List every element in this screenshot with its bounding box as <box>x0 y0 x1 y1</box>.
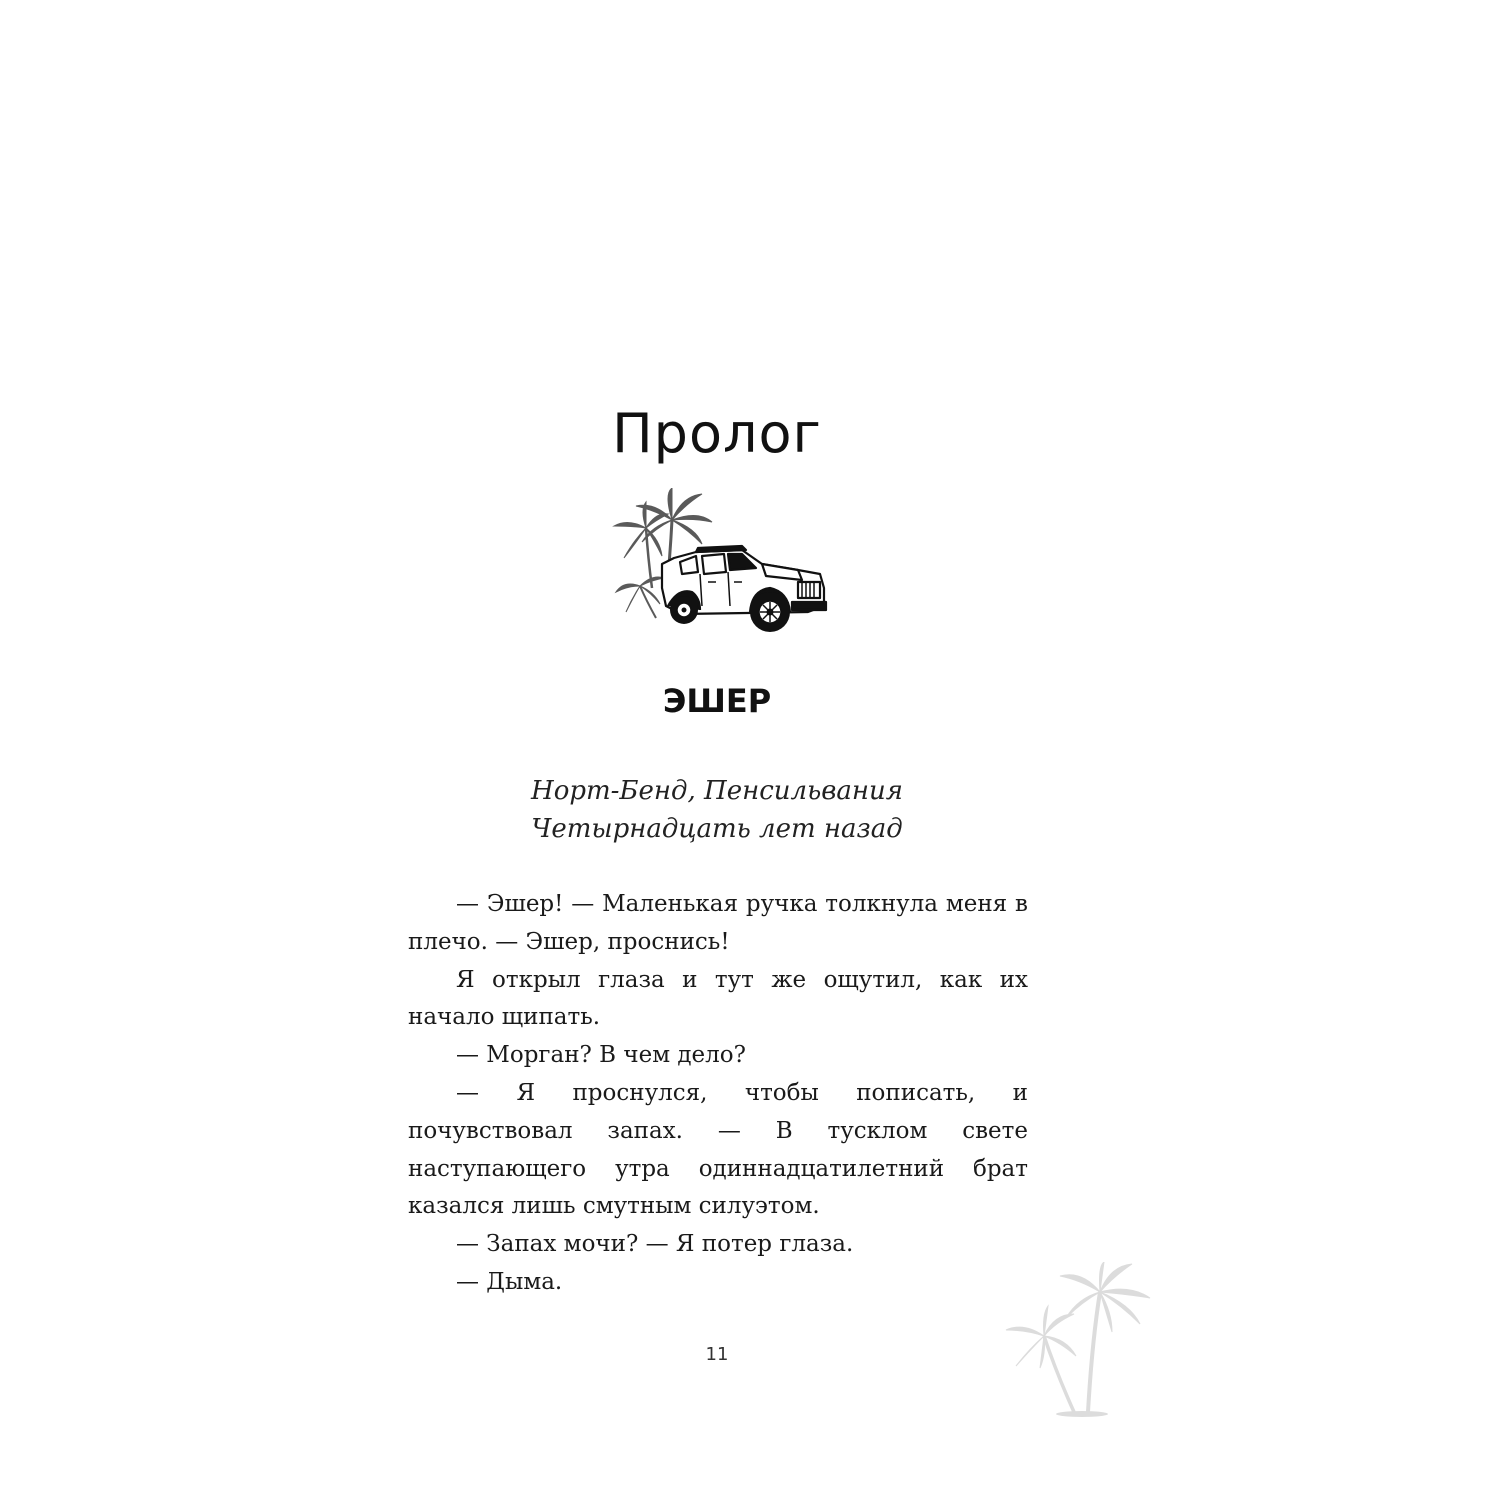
page-number: 11 <box>705 1344 729 1365</box>
body-text <box>408 886 1028 1302</box>
paragraph: — Дыма. <box>456 1268 563 1295</box>
paragraph: — Я проснулся, чтобы пописать, и почувствовал запах. — В тусклом свете наступающего утра одиннадцатилетний брат казался лишь смутным силуэтом. <box>408 1079 1028 1220</box>
palm-trees-suv-illustration <box>612 488 834 642</box>
setting-time: Четырнадцать лет назад <box>531 814 903 844</box>
setting-block <box>0 772 1434 848</box>
paragraph: — Эшер! — Маленькая ручка толкнула меня в плечо. — Эшер, проснись! <box>408 891 1028 955</box>
setting-location: Норт-Бенд, Пенсильвания <box>531 776 903 806</box>
paragraph: — Морган? В чем дело? <box>456 1042 746 1069</box>
chapter-title: Пролог <box>612 402 822 465</box>
paragraph: Я открыл глаза и тут же ощутил, как их начало щипать. <box>408 966 1028 1031</box>
character-name: ЭШЕР <box>662 682 772 720</box>
paragraph: — Запах мочи? — Я потер глаза. <box>456 1231 854 1258</box>
palm-trees-corner-icon <box>1000 1262 1164 1418</box>
